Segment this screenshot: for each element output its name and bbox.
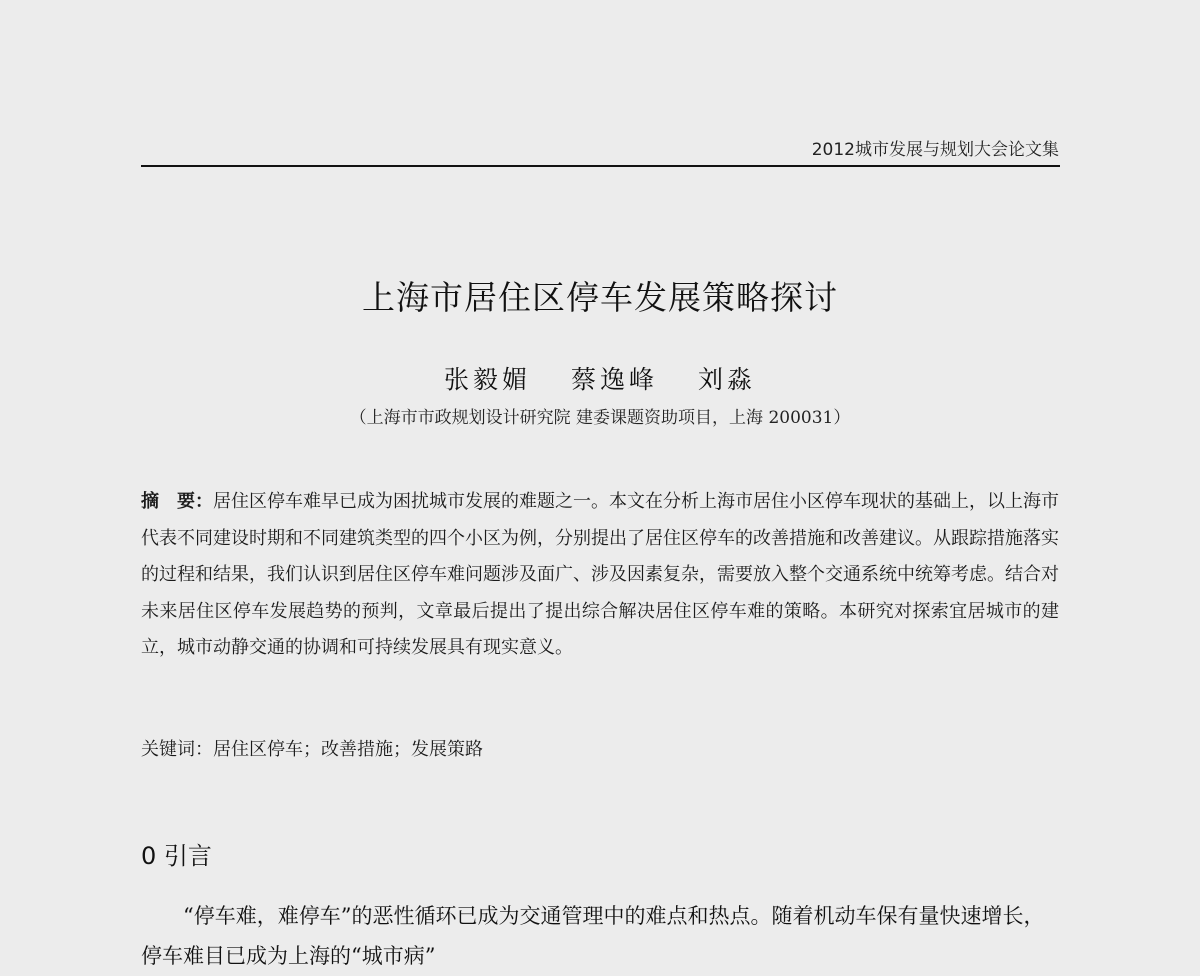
abstract-label: 摘 要： bbox=[141, 491, 213, 512]
header-rule bbox=[141, 165, 1060, 167]
keywords-label: 关键词： bbox=[141, 739, 213, 760]
abstract-text: 居住区停车难早已成为困扰城市发展的难题之一。本文在分析上海市居住小区停车现状的基础上，以上海市代表不同建设时期和不同建筑类型的四个小区为例，分别提出了居住区停车的改善措施和改善建议。从跟踪措施落实的过程和结果，我们认识到居住区停车难问题涉及面广、涉及因素复杂，需要放入整个交通系统中统筹考虑。结合对未来居住区停车发展趋势的预判，文章最后提出了提出综合解决居住区停车难的策略。本研究对探索宜居城市的建立，城市动静交通的协调和可持续发展具有现实意义。 bbox=[141, 491, 1059, 658]
keywords-text: 居住区停车；改善措施；发展策路 bbox=[213, 739, 483, 760]
author-name: 蔡逸峰 bbox=[570, 365, 658, 394]
affiliation: （上海市市政规划设计研究院 建委课题资助项目，上海 200031） bbox=[349, 408, 851, 428]
running-head: 2012城市发展与规划大会论文集 bbox=[811, 140, 1059, 160]
keywords bbox=[141, 733, 1059, 767]
body-paragraph: “停车难，难停车”的恶性循环已成为交通管理中的难点和热点。随着机动车保有量快速增长，停车难目已成为上海的“城市病” bbox=[141, 904, 1045, 968]
abstract bbox=[141, 484, 1059, 667]
author-name: 刘淼 bbox=[697, 365, 756, 394]
author-name: 张毅媚 bbox=[444, 365, 532, 394]
paper-title: 上海市居住区停车发展策略探讨 bbox=[362, 278, 838, 317]
section-heading: 0 引言 bbox=[141, 842, 212, 870]
author-list bbox=[141, 360, 1059, 396]
